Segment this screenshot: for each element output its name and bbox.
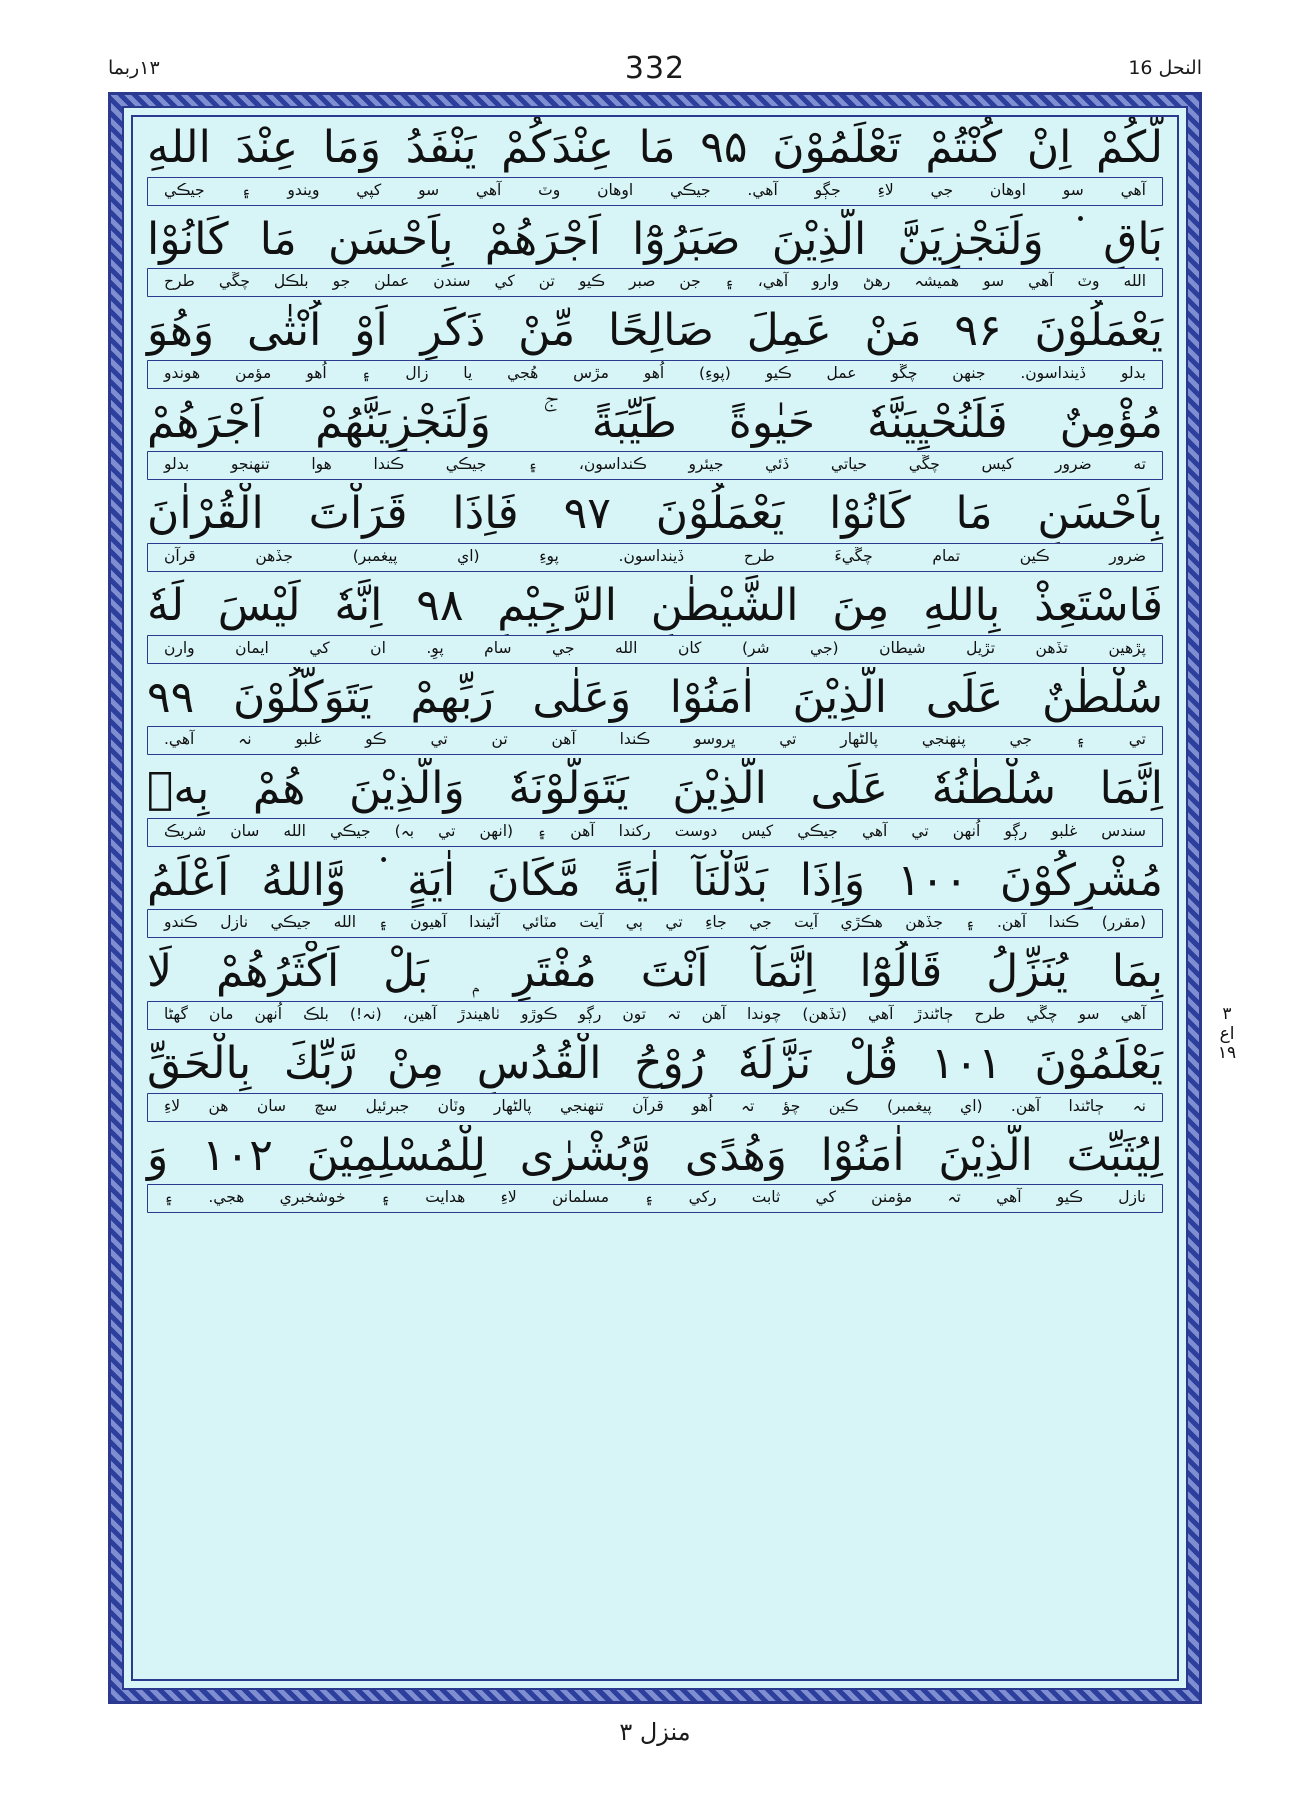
arabic-text: يَعْمَلُوْنَ ۹۶ مَنْ عَمِلَ صَالِحًا مِّنْ ذَكَرٍ اَوْ اُنْثٰى وَهُوَ [147,305,1163,357]
ayah-line-block [133,392,1177,484]
arabic-text: يَعْلَمُوْنَ ۱۰۱ قُلْ نَزَّلَهٗ رُوْحُ الْقُدُسِ مِنْ رَّبِّكَ بِالْحَقِّ [147,1037,1163,1089]
arabic-text: اِنَّمَا سُلْطٰنُهٗ عَلَى الَّذِيْنَ يَتَوَلَّوْنَهٗ وَالَّذِيْنَ هُمْ بِهٖ [147,763,1163,815]
sindhi-translation: نازل ڪيو آهي تہ مؤمنن کي ثابت رکي ۽ مسلمانن لاءِ هدايت ۽ خوشخبري هجي. ۽ [147,1184,1163,1213]
translation-wrapper [133,177,1177,209]
sindhi-translation: سندس غلبو رڳو اُنهن تي آهي جيڪي کيس دوست رکندا آهن ۽ (انهن تي بہ) جيڪي الله سان شريڪ [147,818,1163,847]
translation-wrapper [133,451,1177,483]
ayah-line-block [133,1033,1177,1125]
sindhi-translation: پڙهين تڏهن تڙيل شيطان (جي شر) کان الله جي سام پوِ. ان کي ايمان وارن [147,635,1163,664]
arabic-text: مُشْرِكُوْنَ ۱۰۰ وَاِذَا بَدَّلْنَآ اٰيَةً مَّكَانَ اٰيَةٍ ۬ وَّاللهُ اَعْلَمُ [147,854,1163,906]
translation-wrapper [133,909,1177,941]
surah-label: النحل 16 [1128,56,1202,79]
translation-wrapper [133,268,1177,300]
translation-wrapper [133,726,1177,758]
juz-label: ١٣ربما [108,56,160,79]
sindhi-translation: بدلو ڏينداسون. جنهن چڱو عمل ڪيو (پوءِ) اُهو مڙس هُجي يا زال ۽ اُهو مؤمن هوندو [147,360,1163,389]
ornamental-border-middle [122,106,1188,1690]
sindhi-translation: آهي سو چڱي طرح ڄاڻندڙ آهي (تڏهن) چوندا آهن تہ تون رڳو ڪوڙو ٺاهيندڙ آهين، (نہ!) بلڪ اُنهن مان گهڻا [147,1001,1163,1030]
ayah-line-block [133,117,1177,209]
sindhi-translation: الله وٽ آهي سو هميشہ رهڻ وارو آهي، ۽ جن صبر ڪيو تن کي سندن عملن جو بلڪل چڱي طرح [147,268,1163,297]
sindhi-translation: (مقرر) ڪندا آهن. ۽ جڏهن هڪڙي آيت جي جاءِ تي ٻي آيت مٽائي آڻيندا آهيون ۽ الله جيڪي نازل ڪندو [147,909,1163,938]
ornamental-border-outer [108,92,1202,1704]
ayah-line-block [133,300,1177,392]
sindhi-translation: ضرور ڪين تمام چڱيءَ طرح ڏينداسون. پوءِ (اي پيغمبر) جڏهن قرآن [147,543,1163,572]
ayah-line-block [133,209,1177,301]
manzil-label: منزل ٣ [619,1718,691,1746]
ruku-marker-line-1: ٣ [1222,1004,1232,1024]
ayah-line-block [133,575,1177,667]
translation-wrapper [133,1093,1177,1125]
translation-wrapper [133,543,1177,575]
sindhi-translation: ته ضرور کيس چڱي حياتي ڏئي جيئرو ڪنداسون، ۽ جيڪي ڪندا هوا تنهنجو بدلو [147,451,1163,480]
arabic-text: سُلْطٰنٌ عَلَى الَّذِيْنَ اٰمَنُوْا وَعَلٰى رَبِّهِمْ يَتَوَكَّلُوْنَ ۹۹ [147,671,1163,723]
ayah-line-block [133,850,1177,942]
arabic-text: مُؤْمِنٌ فَلَنُحْيِيَنَّهٗ حَيٰوةً طَيِّبَةً ۚ وَلَنَجْزِيَنَّهُمْ اَجْرَهُمْ [147,396,1163,448]
page-footer [0,1718,1310,1746]
translation-wrapper [133,1001,1177,1033]
translation-wrapper [133,635,1177,667]
text-area [131,115,1179,1681]
translation-wrapper [133,360,1177,392]
page-header [108,52,1202,84]
translation-wrapper [133,1184,1177,1216]
arabic-text: لِيُثَبِّتَ الَّذِيْنَ اٰمَنُوْا وَهُدًى وَّبُشْرٰى لِلْمُسْلِمِيْنَ ۱۰۲ وَ [147,1129,1163,1181]
ruku-marker-line-3: ١٩ [1217,1043,1237,1064]
ayah-line-block [133,1125,1177,1217]
page-number: 332 [624,50,686,86]
arabic-text: بِمَا يُنَزِّلُ قَالُوْٓا اِنَّمَآ اَنْتَ مُفْتَرٍ ۭ بَلْ اَكْثَرُهُمْ لَا [147,946,1163,998]
sindhi-translation: نہ ڄاڻندا آهن. (اي پيغمبر) ڪين چؤ تہ اُهو قرآن تنهنجي پالڻهار وٽان جبرئيل سچ سان هن لاءِ [147,1093,1163,1122]
ayah-line-block [133,483,1177,575]
translation-wrapper [133,818,1177,850]
arabic-text: بِاَحْسَنِ مَا كَانُوْا يَعْمَلُوْنَ ۹۷ فَاِذَا قَرَاْتَ الْقُرْاٰنَ [147,488,1163,540]
sindhi-translation: تي ۽ جي پنهنجي پالڻهار تي ڀروسو ڪندا آهن تن تي ڪو غلبو نہ آهي. [147,726,1163,755]
arabic-text: فَاسْتَعِذْ بِاللهِ مِنَ الشَّيْطٰنِ الرَّجِيْمِ ۹۸ اِنَّهٗ لَيْسَ لَهٗ [147,579,1164,631]
sindhi-translation: آهي سو اوهان جي لاءِ جڳو آهي. جيڪي اوهان وٽ آهي سو کپي ويندو ۽ جيڪي [147,177,1163,206]
ayah-line-block [133,758,1177,850]
arabic-text: لَّكُمْ اِنْ كُنْتُمْ تَعْلَمُوْنَ ۹۵ مَا عِنْدَكُمْ يَنْفَدُ وَمَا عِنْدَ اللهِ [147,122,1163,173]
ayah-line-block [133,941,1177,1033]
arabic-text: بَاقٍ ۬ وَلَنَجْزِيَنَّ الَّذِيْنَ صَبَرُوْٓا اَجْرَهُمْ بِاَحْسَنِ مَا كَانُوْا [147,213,1163,265]
ruku-marker [1207,1005,1247,1064]
ayah-line-block [133,667,1177,759]
ruku-marker-line-2: اع [1219,1023,1235,1044]
